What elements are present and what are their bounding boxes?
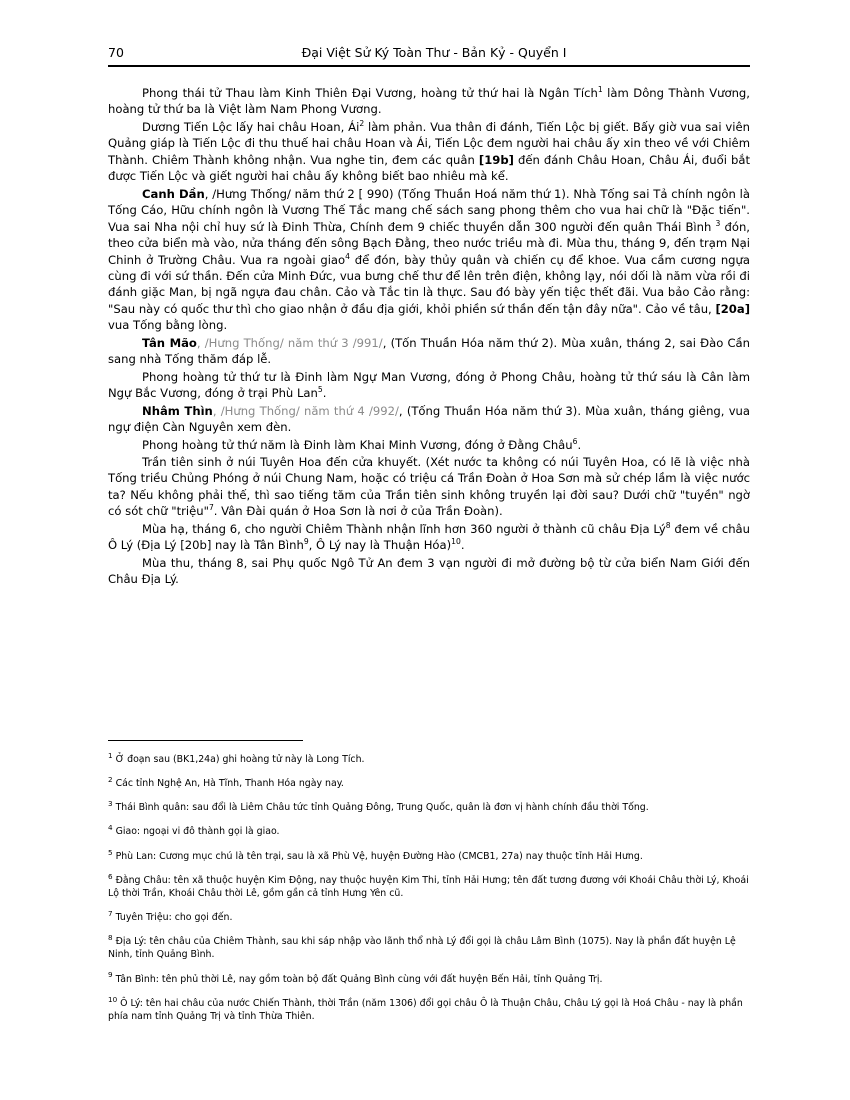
text-run: làm phản. Vua thân đi đánh, Tiến Lộc bị giết. Bấy giờ vua sai viên Quảng giáp là Tiến Lộc đi thu thuế hai châu Hoan và Ái, Tiến Lộc đem người hai châu ấy xin theo về với Chiêm Thành. Chiêm Thành không nhận. Vua nghe tin, đem các quân [108,119,750,167]
paragraph [108,437,750,453]
text-run: , /Hưng Thống/ năm thứ 2 [ 990) (Tống Thuần Hoá năm thứ 1). Nhà Tống sai Tả chính ngôn là Tống Cáo, Hữu chính ngôn là Vương Thế Tắc mang chế sách sang phong thêm cho vua hai chữ là "Đặc tiến". Vua sai Nha nội chỉ huy sứ là Đinh Thừa, Chính đem 9 chiếc thuyền dẫn 300 người đến quân Thái Bình [108,186,751,234]
footnote-item [108,825,750,838]
paragraph [108,85,750,118]
footnote-number: 5 [108,847,113,857]
text-run: . [322,386,327,401]
footnote-number: 8 [108,933,113,943]
footnote-ref[interactable]: 4 [345,251,350,261]
paragraph [108,335,750,368]
text-run: . [577,437,582,452]
footnote-text: Ô Lý: tên hai châu của nước Chiến Thành, thời Trần (năm 1306) đổi gọi châu Ô là Thuận Châu, Châu Lý gọi là Hoá Châu - nay là phần phía nam tỉnh Quảng Trị và tỉnh Thừa Thiên. [108,997,743,1022]
text-run: Phong hoàng tử thứ tư là Đinh làm Ngự Man Vương, đóng ở Phong Châu, hoàng tử thứ sáu là Cân làm Ngự Bắc Vương, đóng ở trại Phù Lan [108,369,750,401]
body-text [108,85,750,588]
footnote-divider [108,740,303,741]
secondary-text: , /Hưng Thống/ năm thứ 3 /991/ [196,335,383,350]
footnote-item [108,847,750,863]
page-title: Đại Việt Sử Ký Toàn Thư - Bản Kỷ - Quyển I [301,45,567,60]
emphasis-text: Nhâm Thìn [142,403,213,418]
text-run: để đón, bày thủy quân và chiến cụ để khoe. Vua cầm cương ngựa cùng đi với sứ thần. Đến cửa Minh Đức, vua bưng chế thư để lên trên điện, không lạy, nói dối là năm vừa rồi đi đánh giặc Man, bị ngã ngựa đau chân. Cảo và Tắc tin là thực. Sau đó bày yến tiệc thết đãi. Vua bảo Cảo rằng: "Sau này có quốc thư thì cho giao nhận ở đầu địa giới, khỏi phiền sứ thần đến tận đây nữa". Cảo về tâu, [108,252,750,316]
text-run: , (Tống Thuần Hóa năm thứ 3). Mùa xuân, tháng giêng, vua ngự điện Càn Nguyên xem đèn. [108,403,751,435]
footnote-ref[interactable]: 9 [303,537,309,547]
paragraph [108,119,750,185]
secondary-text: , /Hưng Thống/ năm thứ 4 /992/ [212,403,399,418]
footnote-number: 1 [108,750,113,760]
footnote-item [108,750,750,766]
emphasis-text: [20a] [715,301,750,316]
page-number: 70 [108,45,124,60]
footnote-ref[interactable]: 5 [317,385,323,395]
header-divider [108,65,750,67]
footnote-item [108,801,750,814]
footnote-ref[interactable]: 1 [597,85,603,95]
footnote-text: Tân Bình: tên phủ thời Lê, nay gồm toàn bộ đất Quảng Bình cùng với đất huyện Bến Hải, tỉnh Quảng Trị. [115,973,603,985]
footnote-number: 7 [108,908,113,918]
text-run: . Vân Đài quán ở Hoa Sơn là nơi ở của Trần Đoàn). [213,504,503,519]
footnote-number: 3 [108,799,113,809]
paragraph [108,555,750,588]
paragraph [108,521,750,554]
footnote-item [108,970,750,986]
emphasis-text: Canh Dần [142,186,205,201]
text-run: đón, theo cửa biển mà vào, nửa tháng đến sông Bạch Đằng, theo nước triều mà đi. Mùa thu, tháng 9, đến trạm Nại Chinh ở Trường Châu. Vua ra ngoài giao [108,219,750,267]
text-run: , (Tốn Thuần Hóa năm thứ 2). Mùa xuân, tháng 2, sai Đào Cần sang nhà Tống thăm đáp lễ. [108,335,751,367]
footnote-number: 4 [108,823,113,833]
text-run: Trần tiên sinh ở núi Tuyên Hoa đến cửa khuyết. (Xét nước ta không có núi Tuyên Hoa, có lẽ là việc nhà Tống triều Chủng Phóng ở núi Chung Nam, hoặc có triệu cá Trần Đoàn ở Hoa Sơn mà sử chép lầm là việc nước ta? Nếu không phải thế, thì sao tiếng tăm của Trần tiên sinh không truyền lại đời sau? Dưới chữ "tuyền" ngờ có sót chữ "triệu" [108,454,750,519]
footnote-ref[interactable]: 8 [665,520,671,530]
paragraph [108,369,750,402]
text-run: Dương Tiến Lộc lấy hai châu Hoan, Ái [142,119,360,134]
footnote-text: Giao: ngoại vi đô thành gọi là giao. [115,826,280,838]
footnote-text: Thái Bình quân: sau đổi là Liêm Châu tức tỉnh Quảng Đông, Trung Quốc, quân là đơn vị hành chính đầu thời Tống. [115,802,649,814]
text-run: Mùa thu, tháng 8, sai Phụ quốc Ngô Tử An đem 3 vạn người đi mở đường bộ từ cửa biển Nam Giới đến Châu Địa Lý. [108,555,750,587]
footnote-ref[interactable]: 3 [715,218,721,228]
text-run: Phong thái tử Thau làm Kinh Thiên Đại Vương, hoàng tử thứ hai là Ngân Tích [142,86,598,100]
footnote-ref[interactable]: 2 [359,119,365,129]
text-run: Mùa hạ, tháng 6, cho người Chiêm Thành nhận lĩnh hơn 360 người ở thành cũ châu Địa Lý [142,521,666,536]
text-run: làm Dông Thành Vương, hoàng tử thứ ba là Việt làm Nam Phong Vương. [108,86,750,117]
footnote-ref[interactable]: 7 [208,503,214,513]
footnote-number: 2 [108,775,113,785]
footnote-text: Các tỉnh Nghệ An, Hà Tĩnh, Thanh Hóa ngày nay. [115,778,344,790]
footnote-text: Tuyên Triệu: cho gọi đến. [115,912,233,924]
page-header [108,45,750,65]
footnote-item [108,777,750,790]
footnote-number: 10 [108,994,118,1004]
footnote-list [108,750,750,1023]
footnote-item [108,935,750,961]
text-run: Phong hoàng tử thứ năm là Đinh làm Khai Minh Vương, đóng ở Đằng Châu [142,437,573,452]
footnote-text: Ở đoạn sau (BK1,24a) ghi hoàng tử này là Long Tích. [115,754,365,765]
text-run: vua Tống bằng lòng. [108,318,228,333]
emphasis-text: [19b] [478,152,514,167]
footnote-item [108,908,750,924]
footnote-ref[interactable]: 6 [572,436,578,446]
paragraph [108,403,750,436]
footnote-text: Đằng Châu: tên xã thuộc huyện Kim Động, nay thuộc huyện Kim Thi, tỉnh Hải Hưng; tên đất tương đương với Khoái Châu thời Lý, Khoái Lộ thời Trần, Khoái Châu thời Lê, gồm gần cả tỉnh Hưng Yên cũ. [108,874,749,899]
footnote-ref[interactable]: 10 [451,537,461,547]
text-run: đem về châu Ô Lý (Địa Lý [20b] nay là Tân Bình [108,521,751,553]
footnote-number: 9 [108,970,113,980]
emphasis-text: Tân Mão [142,335,197,350]
text-run: đến đánh Châu Hoan, Châu Ái, đuổi bắt được Tiến Lộc và giết người hai châu ấy không biết bao nhiêu mà kể. [108,152,750,184]
text-run: . [460,538,465,553]
text-run: , Ô Lý nay là Thuận Hóa) [308,538,452,553]
footnotes-section [108,740,750,1034]
footnote-item [108,871,750,900]
paragraph [108,186,750,334]
footnote-item [108,994,750,1023]
footnote-text: Phù Lan: Cương mục chú là tên trại, sau là xã Phù Vệ, huyện Đường Hào (CMCB1, 27a) nay thuộc tỉnh Hải Hưng. [115,850,643,862]
footnote-number: 6 [108,871,113,881]
paragraph [108,454,750,520]
footnote-text: Địa Lý: tên châu của Chiêm Thành, sau khi sáp nhập vào lãnh thổ nhà Lý đổi gọi là châu Lâm Bình (1075). Nay là phần đất huyện Lệ Ninh, tỉnh Quảng Bình. [108,936,736,961]
